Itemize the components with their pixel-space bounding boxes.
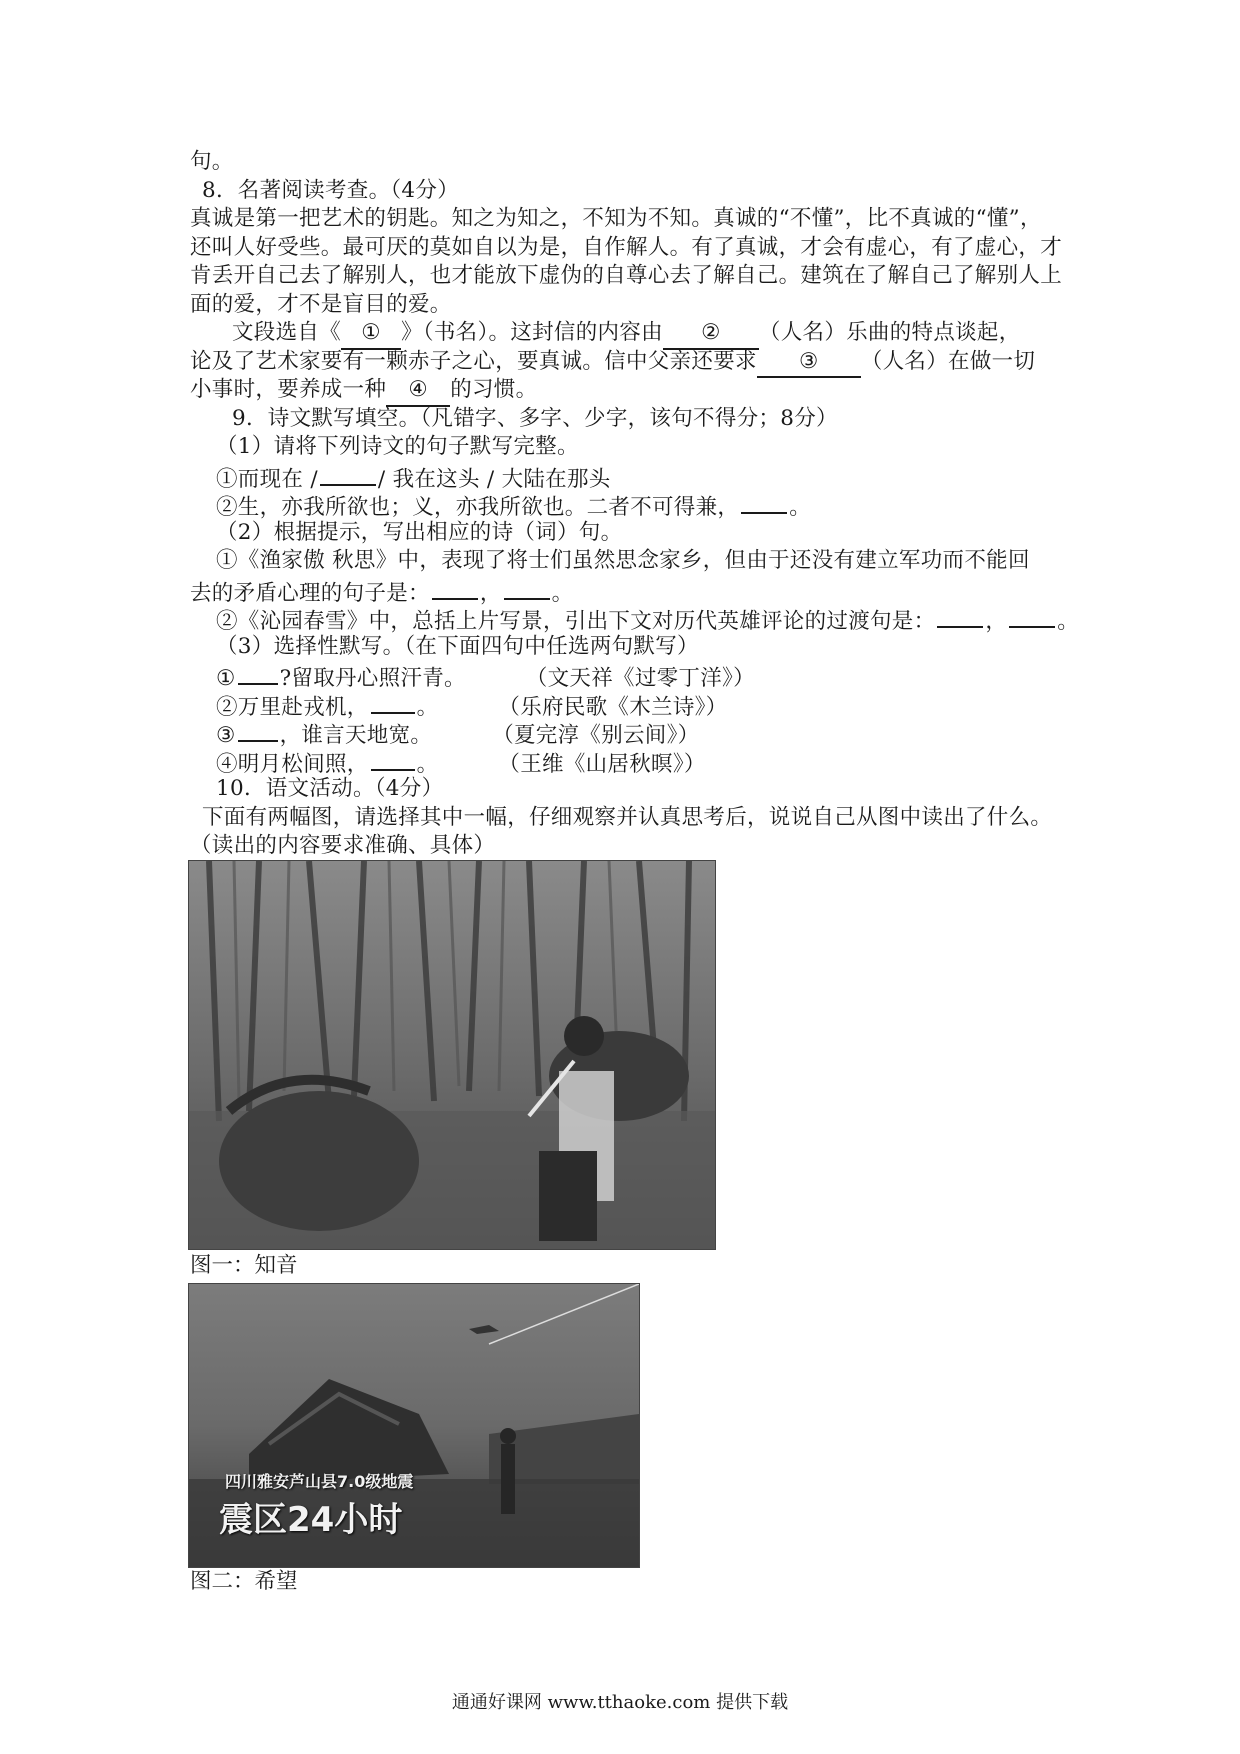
text-segment: ?留取丹心照汗青。 xyxy=(279,666,466,691)
fill-line xyxy=(190,462,1060,491)
photo-overlay-subtitle: 四川雅安芦山县7.0级地震 xyxy=(225,1472,414,1491)
document-body xyxy=(190,148,1080,861)
fill-line xyxy=(190,490,1060,519)
source-note: （文天祥《过零丁洋》） xyxy=(525,666,755,691)
excerpt-line: 真诚是第一把艺术的钥匙。知之为知之，不知为不知。真诚的“不懂”，比不真诚的“懂”， xyxy=(190,206,1042,231)
question-9-heading: 9．诗文默写填空。（凡错字、多字、少字，该句不得分；8分） xyxy=(232,405,838,431)
source-note: （夏完淳《别云间》） xyxy=(492,723,700,748)
text-segment: （人名）乐曲的特点谈起， xyxy=(758,320,1021,345)
fill-line xyxy=(190,690,1060,719)
figure-1-caption: 图一：知音 xyxy=(190,1253,298,1278)
answer-blank[interactable] xyxy=(320,462,376,486)
figure-2-caption: 图二：希望 xyxy=(190,1569,298,1594)
text-segment: ②万里赴戎机， xyxy=(216,694,369,720)
text-segment: 文段选自《 xyxy=(232,320,342,345)
answer-blank[interactable] xyxy=(741,490,787,514)
question-text: 下面有两幅图，请选择其中一幅，仔细观察并认真思考后，说说自己从图中读出了什么。 xyxy=(202,804,1053,830)
text-segment: 。 xyxy=(551,580,574,606)
text-segment: （人名）在做一切 xyxy=(860,348,1036,374)
text-segment: ， xyxy=(985,609,1008,634)
answer-blank[interactable] xyxy=(937,604,983,628)
excerpt-line: 还叫人好受些。最可厌的莫如自以为是，自作解人。有了真诚，才会有虚心，有了虚心，才 xyxy=(190,234,1063,260)
forest-photo-image xyxy=(189,861,715,1249)
text-segment: 的习惯。 xyxy=(450,377,538,402)
figure-1-photo xyxy=(188,860,716,1250)
sub-question: （2）根据提示，写出相应的诗（词）句。 xyxy=(216,519,623,545)
text-segment: 论及了艺术家要有一颗赤子之心，要真诚。信中父亲还要求 xyxy=(190,348,757,374)
text-segment: ① xyxy=(216,666,236,691)
photo-overlay-title: 震区24小时 xyxy=(219,1500,403,1540)
question-text xyxy=(190,348,1060,377)
text-segment: ③ xyxy=(216,723,236,748)
sub-question: （3）选择性默写。（在下面四句中任选两句默写） xyxy=(216,633,699,659)
text-segment: ②《沁园春雪》中，总括上片写景，引出下文对历代英雄评论的过渡句是： xyxy=(216,609,936,634)
text-segment: ④明月松间照， xyxy=(216,751,369,777)
text-segment: 。 xyxy=(416,694,439,720)
sub-question: （1）请将下列诗文的句子默写完整。 xyxy=(216,434,579,459)
answer-blank[interactable] xyxy=(1009,604,1055,628)
question-10-heading: 10．语文活动。（4分） xyxy=(216,776,444,801)
text-segment: 小事时，要养成一种 xyxy=(190,377,387,402)
excerpt-line: 肯丢开自己去了解别人，也才能放下虚伪的自尊心去了解自己。建筑在了解自己了解别人上 xyxy=(190,263,1063,288)
text-segment: 。 xyxy=(416,751,439,777)
answer-blank[interactable] xyxy=(504,576,550,600)
answer-blank[interactable] xyxy=(238,661,278,685)
fill-line xyxy=(190,718,1060,747)
fill-line xyxy=(190,576,1060,605)
text-segment: ，谁言天地宽。 xyxy=(279,723,433,748)
figure-2-photo xyxy=(188,1283,640,1568)
source-note: （王维《山居秋暝》） xyxy=(498,751,706,777)
answer-blank[interactable] xyxy=(371,690,415,714)
blank-4[interactable]: ④ xyxy=(386,376,450,407)
answer-blank[interactable] xyxy=(432,576,478,600)
text-segment: 。 xyxy=(1057,609,1080,634)
answer-blank[interactable] xyxy=(371,747,415,771)
text-segment: 》（书名）。这封信的内容由 xyxy=(401,320,663,345)
question-text xyxy=(190,376,1060,405)
page-footer: 通通好课网 www.tthaoke.com 提供下载 xyxy=(451,1692,789,1713)
blank-3[interactable]: ③ xyxy=(757,348,861,379)
text-line: 句。 xyxy=(190,149,234,174)
text-segment: 去的矛盾心理的句子是： xyxy=(190,580,430,606)
question-text xyxy=(190,319,1060,348)
fill-line xyxy=(190,747,1060,776)
answer-blank[interactable] xyxy=(238,718,278,742)
text-segment: ②生，亦我所欲也；义，亦我所欲也。二者不可得兼， xyxy=(216,495,740,520)
question-text: （读出的内容要求准确、具体） xyxy=(190,833,496,858)
text-segment: / 我在这头 / 大陆在那头 xyxy=(377,466,611,492)
text-segment: 。 xyxy=(789,495,812,520)
fill-line xyxy=(190,604,1080,634)
fill-line xyxy=(190,661,1060,690)
text-segment: ①而现在 / xyxy=(216,466,318,492)
excerpt-line: 面的爱，才不是盲目的爱。 xyxy=(190,291,452,317)
blank-2[interactable]: ② xyxy=(663,319,759,350)
source-note: （乐府民歌《木兰诗》） xyxy=(498,694,728,720)
question-8-heading: 8．名著阅读考查。（4分） xyxy=(202,177,460,203)
text-segment: ， xyxy=(479,580,502,606)
blank-1[interactable]: ① xyxy=(341,319,401,350)
fill-line: ①《渔家傲 秋思》中，表现了将士们虽然思念家乡，但由于还没有建立军功而不能回 xyxy=(216,548,1030,573)
